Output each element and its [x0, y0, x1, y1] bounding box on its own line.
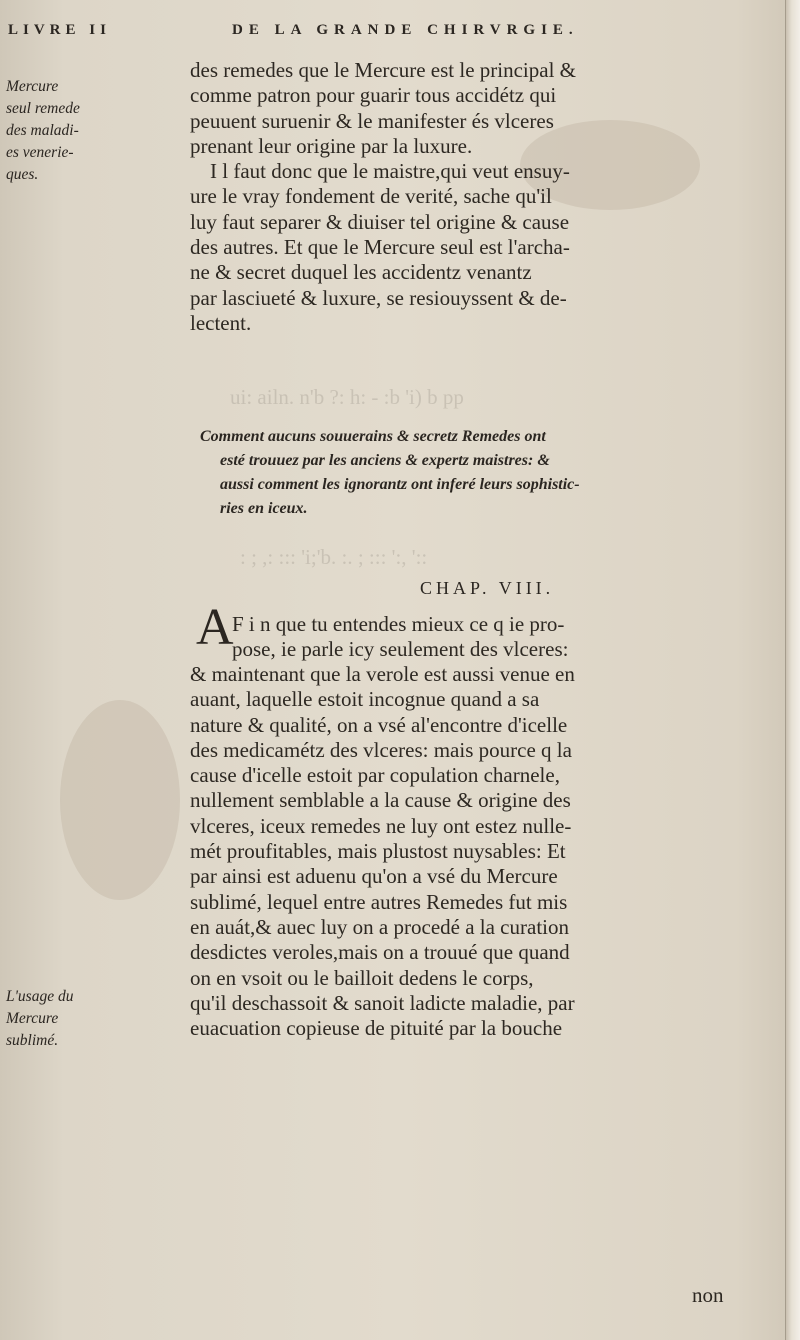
text-line: vlceres, iceux remedes ne luy ont estez nulle- — [190, 813, 572, 838]
text-line: comme patron pour guarir tous accidétz qui — [190, 83, 557, 108]
text-line: qu'il deschassoit & sanoit ladicte maladie, par — [190, 990, 575, 1015]
text-line: lectent. — [190, 310, 252, 335]
text-line: par lasciueté & luxure, se resiouyssent & de- — [190, 285, 567, 310]
text-line: des autres. Et que le Mercure seul est l'archa- — [190, 235, 570, 260]
margin-note-line: ques. — [6, 166, 39, 183]
text-line: nullement semblable a la cause & origine des — [190, 788, 571, 813]
text-line: cause d'icelle estoit par copulation charnele, — [190, 763, 560, 788]
paragraph-1 — [190, 58, 780, 336]
text-line: mét proufitables, mais plustost nuysables: Et — [190, 839, 566, 864]
summary-line: esté trouuez par les anciens & expertz maistres: & — [220, 452, 550, 469]
summary-line: aussi comment les ignorantz ont inferé leurs sophistic- — [220, 476, 580, 493]
text-line: peuuent suruenir & le manifester és vlceres — [190, 108, 554, 133]
page-edge — [785, 0, 800, 1340]
margin-note-mercury-remedy — [6, 76, 126, 186]
margin-note-line: Mercure — [6, 78, 59, 95]
text-line: ne & secret duquel les accidentz venantz — [190, 260, 532, 285]
margin-note-line: seul remede — [6, 100, 80, 117]
catchword: non — [692, 1283, 724, 1307]
running-header — [0, 20, 800, 50]
margin-note-sublimate — [6, 986, 126, 1052]
chapter-summary — [200, 425, 780, 521]
text-line: euacuation copieuse de pituité par la bouche — [190, 1016, 563, 1041]
text-line: luy faut separer & diuiser tel origine & cause — [190, 209, 570, 234]
text-line: ure le vray fondement de verité, sache qu'il — [190, 184, 552, 209]
page-stain — [60, 700, 180, 900]
header-title: DE LA GRANDE CHIRVRGIE. — [232, 22, 579, 38]
text-line: F i n que tu entendes mieux ce q ie pro- — [232, 612, 565, 636]
margin-note-line: L'usage du — [6, 988, 74, 1005]
text-line: nature & qualité, on a vsé al'encontre d'icelle — [190, 712, 568, 737]
summary-line: ries en iceux. — [220, 500, 308, 517]
text-line: par ainsi est aduenu qu'on a vsé du Mercure — [190, 864, 558, 889]
chapter-heading: CHAP. VIII. — [420, 578, 555, 598]
margin-note-line: sublimé. — [6, 1032, 59, 1049]
summary-line: Comment aucuns souuerains & secretz Remedes ont — [200, 428, 546, 445]
text-line: & maintenant que la verole est aussi venue en — [190, 662, 575, 686]
text-line: pose, ie parle icy seulement des vlceres: — [232, 637, 569, 662]
show-through-text: : ; ,: ::: 'i;'b. :. ; ::: ':, ':: — [240, 545, 428, 569]
header-book-number: LIVRE II — [8, 22, 111, 38]
drop-cap: A — [196, 599, 234, 656]
show-through-text: ui: ailn. n'b ?: h: - :b 'i) b pp — [230, 385, 464, 409]
text-line: I l faut donc que le maistre,qui veut ensuy- — [210, 159, 570, 184]
margin-note-line: es venerie- — [6, 144, 74, 161]
text-line: des medicamétz des vlceres: mais pource q la — [190, 737, 572, 762]
text-line: des remedes que le Mercure est le principal & — [190, 58, 577, 82]
text-line: en auát,& auec luy on a procedé a la curation — [190, 914, 569, 939]
margin-note-line: des maladi- — [6, 122, 79, 139]
margin-note-line: Mercure — [6, 1010, 59, 1027]
text-line: prenant leur origine par la luxure. — [190, 133, 473, 158]
text-line: on en vsoit ou le bailloit dedens le corps, — [190, 965, 534, 990]
text-line: sublimé, lequel entre autres Remedes fut mis — [190, 889, 568, 914]
text-line: auant, laquelle estoit incognue quand a sa — [190, 687, 540, 712]
paragraph-3 — [190, 662, 780, 1041]
paragraph-3-opening — [232, 612, 782, 663]
text-line: desdictes veroles,mais on a trouué que quand — [190, 940, 570, 965]
